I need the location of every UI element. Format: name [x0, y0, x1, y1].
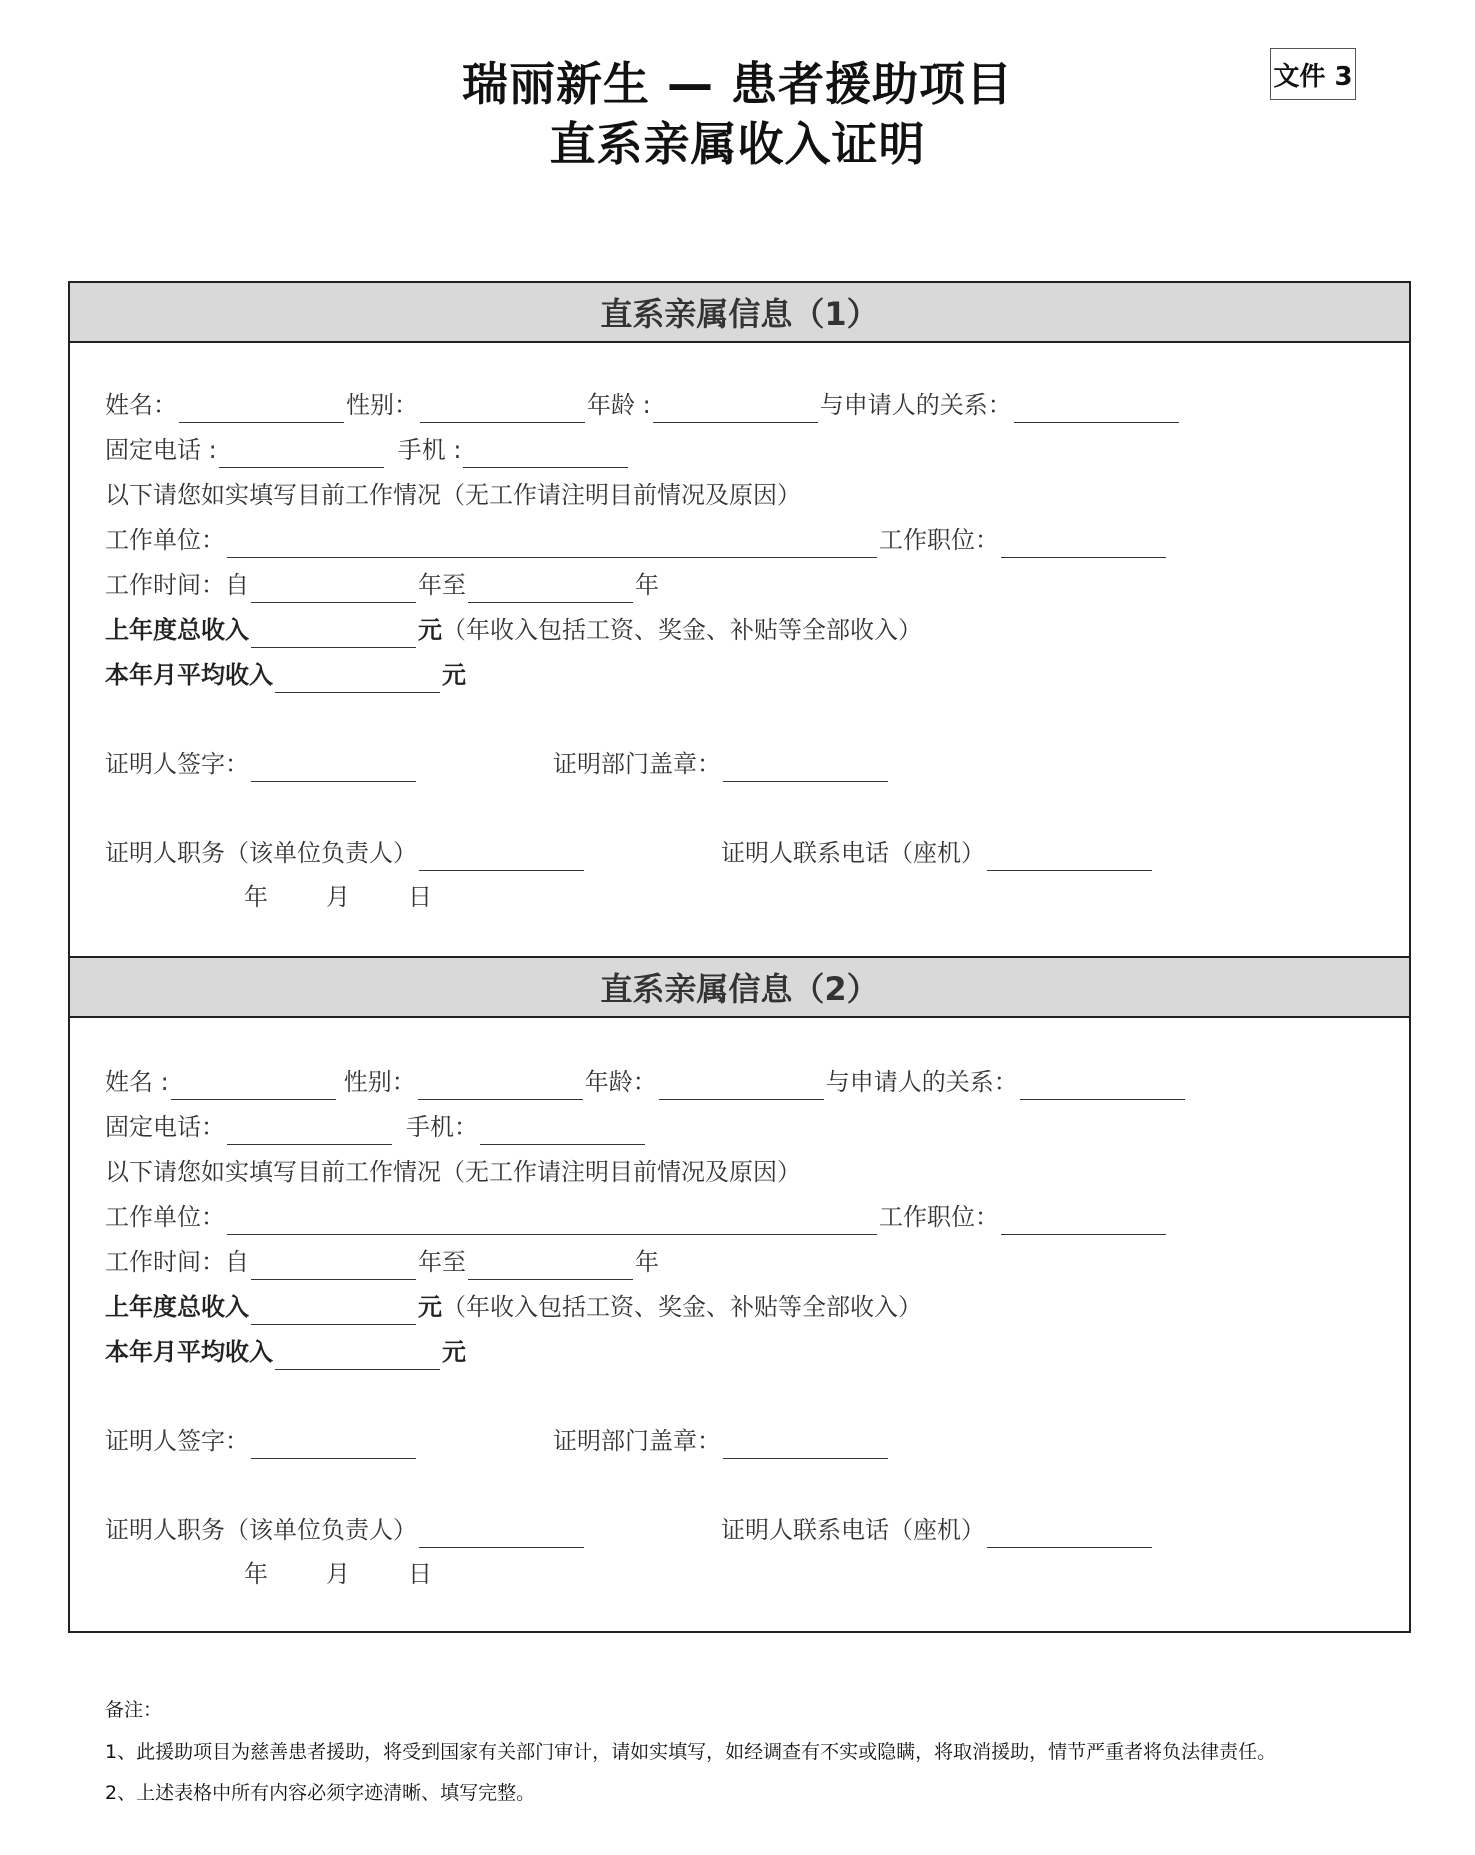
s2-personal-info-row	[105, 1064, 1187, 1100]
s1-name-field[interactable]	[179, 394, 344, 423]
s1-year-to-label: 年至	[418, 571, 466, 599]
s1-position-field[interactable]	[1001, 529, 1166, 558]
s1-gender-field[interactable]	[420, 394, 585, 423]
s2-work-time-row	[105, 1244, 659, 1280]
s1-date-month: 月	[326, 883, 350, 911]
s1-certifier-signature-field[interactable]	[251, 753, 416, 782]
s1-employment-row	[105, 522, 1168, 558]
s1-name-label: 姓名：	[105, 391, 177, 419]
s1-annual-income-label: 上年度总收入	[105, 616, 249, 644]
s2-certifier-title-label: 证明人职务（该单位负责人）	[105, 1516, 417, 1544]
s2-dept-seal-label: 证明部门盖章：	[553, 1427, 721, 1455]
section-1-heading: 直系亲属信息（1）	[70, 283, 1409, 343]
s2-annual-income-field[interactable]	[251, 1296, 416, 1325]
s2-certifier-signature-field[interactable]	[251, 1430, 416, 1459]
s1-instruction: 以下请您如实填写目前工作情况（无工作请注明目前情况及原因）	[105, 481, 801, 509]
s1-annual-income-note: （年收入包括工资、奖金、补贴等全部收入）	[442, 616, 922, 644]
s2-annual-income-row	[105, 1289, 922, 1325]
s1-monthly-income-label: 本年月平均收入	[105, 661, 273, 689]
s2-name-field[interactable]	[171, 1071, 336, 1100]
s1-landline-label: 固定电话 :	[105, 436, 217, 464]
s2-dept-seal-field[interactable]	[723, 1430, 888, 1459]
s2-certifier-signature-label: 证明人签字：	[105, 1427, 249, 1455]
s2-signature-row	[105, 1423, 890, 1459]
s2-position-label: 工作职位：	[879, 1203, 999, 1231]
s1-annual-yuan-label: 元	[418, 616, 442, 644]
s1-dept-seal-field[interactable]	[723, 753, 888, 782]
s1-employer-label: 工作单位：	[105, 526, 225, 554]
form-frame	[68, 281, 1411, 1633]
notes-item-1: 1、此援助项目为慈善患者援助，将受到国家有关部门审计，请如实填写，如经调查有不实或隐瞒，将取消援助，情节严重者将负法律责任。	[105, 1741, 1277, 1763]
s2-name-label: 姓名 :	[105, 1068, 169, 1096]
notes-item-2: 2、上述表格中所有内容必须字迹清晰、填写完整。	[105, 1782, 536, 1804]
s1-signature-row	[105, 746, 890, 782]
s1-certifier-signature-label: 证明人签字：	[105, 750, 249, 778]
s2-date-month: 月	[326, 1560, 350, 1588]
s1-work-time-label: 工作时间：自	[105, 571, 249, 599]
s2-monthly-income-field[interactable]	[275, 1341, 440, 1370]
s2-date-year: 年	[244, 1560, 268, 1588]
s1-dept-seal-label: 证明部门盖章：	[553, 750, 721, 778]
s1-mobile-field[interactable]	[463, 439, 628, 468]
s1-work-time-row	[105, 567, 659, 603]
s1-certifier-phone-field[interactable]	[987, 842, 1152, 871]
s1-relation-label: 与申请人的关系：	[819, 391, 1012, 419]
s1-employer-field[interactable]	[227, 529, 877, 558]
s1-monthly-yuan-label: 元	[442, 661, 466, 689]
s2-certifier-phone-field[interactable]	[987, 1519, 1152, 1548]
s2-employer-label: 工作单位：	[105, 1203, 225, 1231]
s1-gender-label: 性别：	[346, 391, 418, 419]
s2-work-start-field[interactable]	[251, 1251, 416, 1280]
s2-date-day: 日	[408, 1560, 432, 1588]
s1-landline-field[interactable]	[219, 439, 384, 468]
s1-certifier-phone-label: 证明人联系电话（座机）	[721, 839, 985, 867]
notes-heading: 备注：	[105, 1699, 163, 1721]
s2-year-to-label: 年至	[418, 1248, 466, 1276]
s2-age-label: 年龄：	[584, 1068, 657, 1096]
s2-monthly-income-label: 本年月平均收入	[105, 1338, 273, 1366]
form-subtitle: 直系亲属收入证明	[549, 117, 926, 171]
s2-monthly-income-row	[105, 1334, 466, 1370]
s2-employment-row	[105, 1199, 1168, 1235]
s1-personal-info-row	[105, 387, 1181, 423]
s2-year-label: 年	[635, 1248, 659, 1276]
s2-monthly-yuan-label: 元	[442, 1338, 466, 1366]
s2-relation-label: 与申请人的关系：	[825, 1068, 1018, 1096]
s2-annual-income-note: （年收入包括工资、奖金、补贴等全部收入）	[442, 1293, 922, 1321]
s2-work-end-field[interactable]	[468, 1251, 633, 1280]
s1-year-label: 年	[635, 571, 659, 599]
form-title: 瑞丽新生 — 患者援助项目	[461, 57, 1014, 111]
s2-work-time-label: 工作时间：自	[105, 1248, 249, 1276]
s2-certifier-row	[105, 1512, 1154, 1548]
s1-work-start-field[interactable]	[251, 574, 416, 603]
s2-age-field[interactable]	[659, 1071, 824, 1100]
s2-gender-field[interactable]	[418, 1071, 583, 1100]
s2-mobile-field[interactable]	[480, 1116, 645, 1145]
s2-annual-income-label: 上年度总收入	[105, 1293, 249, 1321]
s1-annual-income-row	[105, 612, 922, 648]
s1-relation-field[interactable]	[1014, 394, 1179, 423]
s1-certifier-title-field[interactable]	[419, 842, 584, 871]
s1-annual-income-field[interactable]	[251, 619, 416, 648]
s2-relation-field[interactable]	[1020, 1071, 1185, 1100]
s2-certifier-phone-label: 证明人联系电话（座机）	[721, 1516, 985, 1544]
section-2-heading: 直系亲属信息（2）	[70, 958, 1409, 1018]
s2-instruction: 以下请您如实填写目前工作情况（无工作请注明目前情况及原因）	[105, 1158, 801, 1186]
s2-certifier-title-field[interactable]	[419, 1519, 584, 1548]
s2-date-row	[244, 1556, 432, 1592]
s1-position-label: 工作职位：	[879, 526, 999, 554]
s2-gender-label: 性别：	[343, 1068, 416, 1096]
s1-certifier-row	[105, 835, 1154, 871]
s1-date-year: 年	[244, 883, 268, 911]
s1-phone-row	[105, 432, 630, 468]
s2-employer-field[interactable]	[227, 1206, 877, 1235]
s2-landline-label: 固定电话：	[105, 1113, 225, 1141]
s1-work-end-field[interactable]	[468, 574, 633, 603]
s1-age-field[interactable]	[653, 394, 818, 423]
file-number-badge: 文件 3	[1270, 48, 1356, 100]
s1-monthly-income-row	[105, 657, 466, 693]
s2-mobile-label: 手机：	[406, 1113, 478, 1141]
s1-mobile-label: 手机 :	[397, 436, 462, 464]
s1-certifier-title-label: 证明人职务（该单位负责人）	[105, 839, 417, 867]
s1-date-day: 日	[408, 883, 432, 911]
s2-phone-row	[105, 1109, 647, 1145]
s2-annual-yuan-label: 元	[418, 1293, 442, 1321]
s2-landline-field[interactable]	[227, 1116, 392, 1145]
s1-monthly-income-field[interactable]	[275, 664, 440, 693]
s1-date-row	[244, 879, 432, 915]
s1-age-label: 年龄 :	[587, 391, 651, 419]
s2-position-field[interactable]	[1001, 1206, 1166, 1235]
